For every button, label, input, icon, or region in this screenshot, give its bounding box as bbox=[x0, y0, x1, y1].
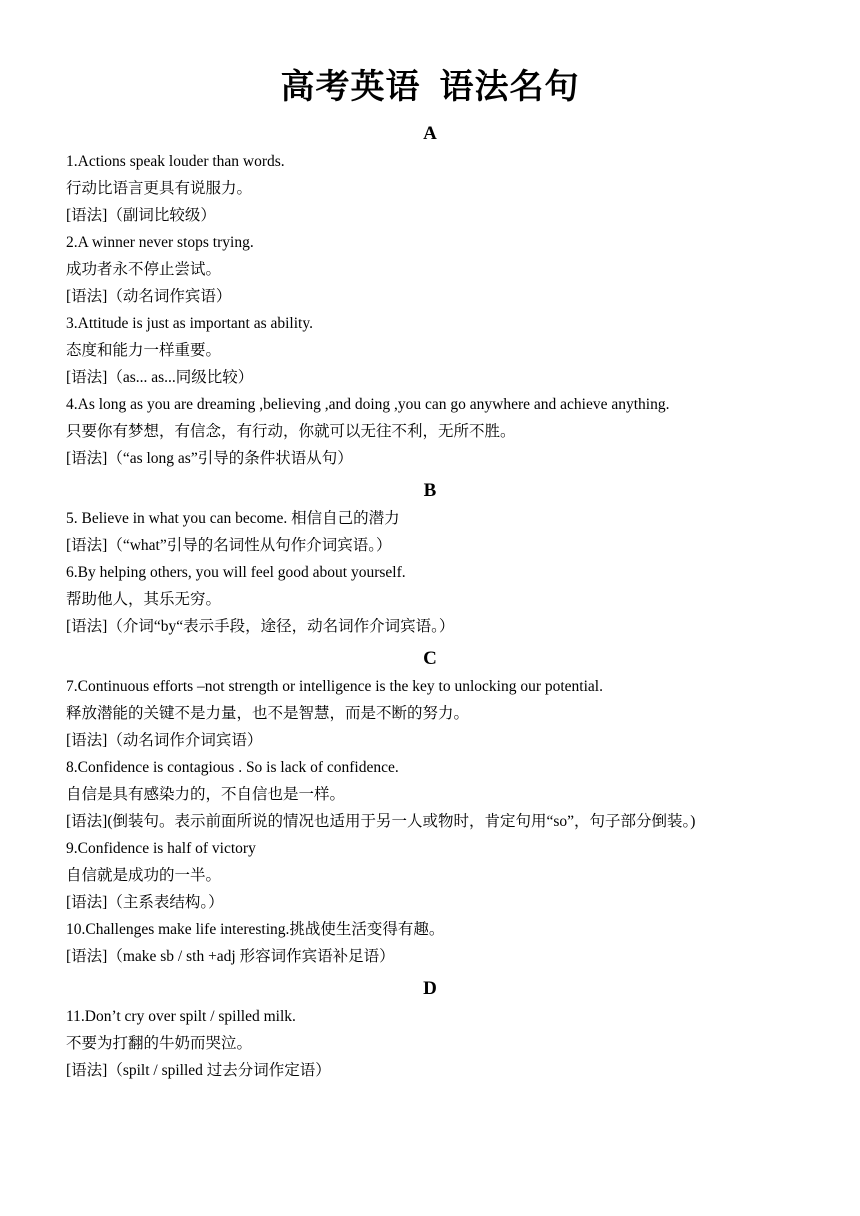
sentence-line: 9.Confidence is half of victory bbox=[66, 840, 256, 857]
translation-line: 自信是具有感染力的，不自信也是一样。 bbox=[66, 786, 346, 803]
translation-line: 行动比语言更具有说服力。 bbox=[66, 180, 253, 197]
translation-line: 只要你有梦想，有信念，有行动，你就可以无往不利，无所不胜。 bbox=[66, 423, 516, 440]
sentence-line: 3.Attitude is just as important as ability. bbox=[66, 315, 313, 332]
sentence-line: 11.Don’t cry over spilt / spilled milk. bbox=[66, 1008, 296, 1025]
sentence-line: 2.A winner never stops trying. bbox=[66, 234, 254, 251]
grammar-note: [语法]（“as long as”引导的条件状语从句） bbox=[66, 450, 353, 467]
page-title: 高考英语 语法名句 bbox=[280, 69, 580, 106]
grammar-note: [语法]（as... as...同级比较） bbox=[66, 369, 254, 386]
sentence-line: 10.Challenges make life interesting.挑战使生活变得有趣。 bbox=[66, 921, 445, 938]
grammar-note: [语法]（主系表结构。） bbox=[66, 894, 224, 911]
sentence-line: 8.Confidence is contagious . So is lack of confidence. bbox=[66, 759, 399, 776]
translation-line: 自信就是成功的一半。 bbox=[66, 867, 222, 884]
grammar-note: [语法]（动名词作介词宾语） bbox=[66, 732, 263, 749]
grammar-note: [语法]（介词“by“表示手段，途径，动名词作介词宾语。） bbox=[66, 618, 455, 635]
grammar-note: [语法]（动名词作宾语） bbox=[66, 288, 232, 305]
sentence-line: 5. Believe in what you can become. 相信自己的潜力 bbox=[66, 510, 400, 527]
document-body bbox=[66, 120, 846, 1084]
grammar-note: [语法](倒装句。表示前面所说的情况也适用于另一人或物时，肯定句用“so”，句子部分倒装。) bbox=[66, 813, 696, 830]
sentence-line: 6.By helping others, you will feel good about yourself. bbox=[66, 564, 406, 581]
sentence-line: 4.As long as you are dreaming ,believing ,and doing ,you can go anywhere and achieve anything. bbox=[66, 396, 670, 413]
grammar-note: [语法]（spilt / spilled 过去分词作定语） bbox=[66, 1062, 331, 1079]
grammar-note: [语法]（副词比较级） bbox=[66, 207, 216, 224]
section-b bbox=[66, 477, 846, 640]
section-letter: C bbox=[423, 648, 437, 669]
sentence-line: 1.Actions speak louder than words. bbox=[66, 153, 285, 170]
section-letter: B bbox=[423, 480, 437, 501]
translation-line: 成功者永不停止尝试。 bbox=[66, 261, 222, 278]
translation-line: 帮助他人，其乐无穷。 bbox=[66, 591, 222, 608]
section-a bbox=[66, 120, 846, 472]
section-letter: A bbox=[423, 123, 437, 144]
section-letter: D bbox=[423, 978, 437, 999]
translation-line: 释放潜能的关键不是力量，也不是智慧，而是不断的努力。 bbox=[66, 705, 470, 722]
grammar-note: [语法]（“what”引导的名词性从句作介词宾语。） bbox=[66, 537, 392, 554]
translation-line: 不要为打翻的牛奶而哭泣。 bbox=[66, 1035, 253, 1052]
grammar-note: [语法]（make sb / sth +adj 形容词作宾语补足语） bbox=[66, 948, 395, 965]
sentence-line: 7.Continuous efforts –not strength or intelligence is the key to unlocking our potential. bbox=[66, 678, 603, 695]
section-c bbox=[66, 645, 846, 970]
translation-line: 态度和能力一样重要。 bbox=[66, 342, 222, 359]
section-d bbox=[66, 975, 846, 1084]
